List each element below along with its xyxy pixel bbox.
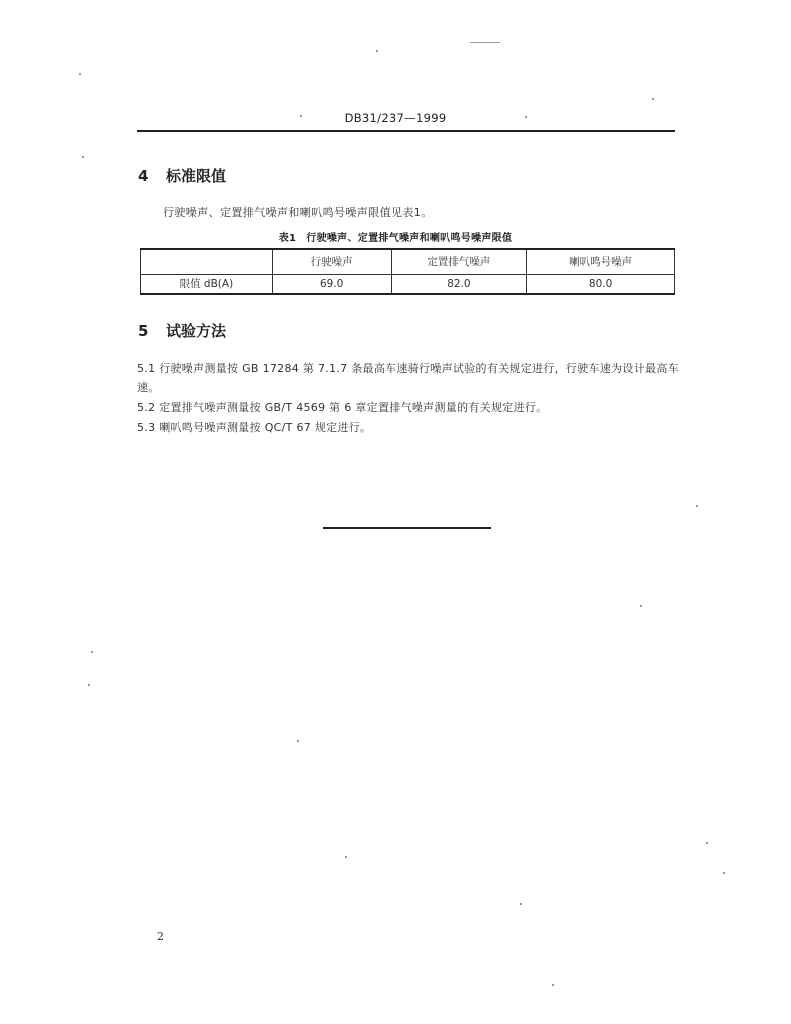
clause-text: 喇叭鸣号噪声测量按 QC/T 67 规定进行。 (159, 421, 372, 434)
section-4-title: 标准限值 (166, 167, 227, 185)
scan-speck (652, 98, 654, 100)
noise-limits-table (140, 248, 675, 295)
header-rule (137, 130, 675, 132)
scan-speck (297, 740, 299, 742)
table-1-caption (0, 229, 791, 244)
clause-number: 5.3 (137, 421, 156, 434)
section-4-number: 4 (138, 167, 149, 185)
table-cell-driving-noise: 69.0 (272, 274, 391, 294)
clause-5-1 (137, 359, 682, 397)
scan-speck (88, 684, 90, 686)
section-5-title: 试验方法 (166, 322, 227, 340)
scan-speck (640, 605, 642, 607)
section-4-heading (138, 165, 226, 186)
document-code-header: DB31/237—1999 (344, 111, 447, 125)
clause-text: 定置排气噪声测量按 GB/T 4569 第 6 章定置排气噪声测量的有关规定进行。 (159, 401, 548, 414)
scan-speck (525, 116, 527, 118)
clause-5-3 (137, 418, 682, 437)
scan-speck (706, 842, 708, 844)
section-5-heading (138, 320, 226, 341)
clause-number: 5.1 (137, 362, 156, 375)
table-header-row (141, 249, 675, 274)
section-5-number: 5 (138, 322, 149, 340)
table-row (141, 274, 675, 294)
scan-speck (470, 42, 500, 43)
scan-speck (723, 872, 725, 874)
clause-number: 5.2 (137, 401, 156, 414)
clause-5-2 (137, 398, 682, 417)
table-cell-horn-noise: 80.0 (527, 274, 675, 294)
clause-text: 行驶噪声测量按 GB 17284 第 7.1.7 条最高车速骑行噪声试验的有关规定进行，行驶车速为设计最高车速。 (137, 362, 679, 394)
page-number: 2 (157, 930, 164, 943)
end-of-text-rule (323, 527, 491, 529)
scan-speck (300, 115, 302, 117)
scan-speck (376, 50, 378, 52)
scan-speck (696, 505, 698, 507)
scan-speck (91, 651, 93, 653)
table-cell-stationary-exhaust-noise: 82.0 (391, 274, 527, 294)
scan-speck (79, 73, 81, 75)
table-1-title: 行驶噪声、定置排气噪声和喇叭鸣号噪声限值 (306, 233, 513, 244)
table-header-empty (141, 249, 273, 274)
table-header-horn-noise: 喇叭鸣号噪声 (527, 249, 675, 274)
table-header-stationary-exhaust-noise: 定置排气噪声 (391, 249, 527, 274)
section-4-intro: 行驶噪声、定置排气噪声和喇叭鸣号噪声限值见表1。 (163, 206, 433, 219)
scan-speck (520, 903, 522, 905)
scan-speck (345, 856, 347, 858)
scan-speck (552, 984, 554, 986)
scan-speck (82, 156, 84, 158)
table-row-label: 限值 dB(A) (141, 274, 273, 294)
table-1-label: 表1 (278, 233, 297, 244)
table-header-driving-noise: 行驶噪声 (272, 249, 391, 274)
